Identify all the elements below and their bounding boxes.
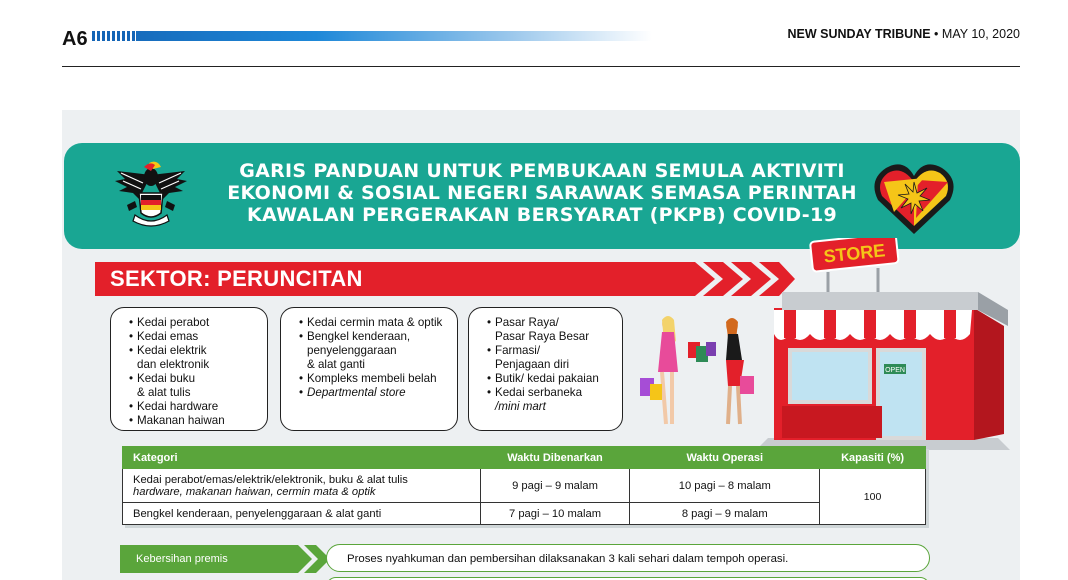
kategori-cell: Kedai perabot/emas/elektrik/elektronik, buku & alat tulis hardware, makanan haiwan, cermin mata & optik [123, 469, 481, 503]
sector-title: SEKTOR: PERUNCITAN [110, 266, 363, 291]
store-sign: STORE [822, 240, 887, 267]
waktu-dibenarkan-cell: 7 pagi – 10 malam [480, 503, 630, 525]
header-stripe-bar [92, 31, 652, 41]
banner-title-line: GARIS PANDUAN UNTUK PEMBUKAAN SEMULA AKTIVITI [239, 160, 845, 182]
list-item: • Kedai buku & alat tulis [129, 372, 257, 400]
column-header: Kategori [123, 447, 481, 469]
table-row [123, 469, 926, 503]
table-header-row [123, 447, 926, 469]
cleanliness-label: Kebersihan premis [136, 553, 228, 565]
masthead [787, 27, 1020, 41]
list-item: • Kedai hardware [129, 400, 257, 414]
waktu-operasi-cell: 10 pagi – 8 malam [630, 469, 820, 503]
sarawak-heart-flag-icon [872, 160, 956, 236]
cleanliness-text: Proses nyahkuman dan pembersihan dilaksanakan 3 kali sehari dalam tempoh operasi. [326, 544, 930, 572]
publication-name: NEW SUNDAY TRIBUNE [787, 27, 931, 41]
publication-date: MAY 10, 2020 [941, 27, 1020, 41]
column-header: Waktu Operasi [630, 447, 820, 469]
list-item: • Kedai serbaneka /mini mart [487, 386, 612, 414]
store-illustration [748, 238, 1018, 450]
column-header: Kapasiti (%) [820, 447, 926, 469]
banner-title-line: EKONOMI & SOSIAL NEGERI SARAWAK SEMASA PERINTAH [227, 182, 857, 204]
kategori-cell: Bengkel kenderaan, penyelenggaraan & alat ganti [123, 503, 481, 525]
column-header: Waktu Dibenarkan [480, 447, 630, 469]
list-item: • Farmasi/ Penjagaan diri [487, 344, 612, 372]
list-item: • Kedai emas [129, 330, 257, 344]
waktu-dibenarkan-cell: 9 pagi – 9 malam [480, 469, 630, 503]
list-item: • Bengkel kenderaan, penyelenggaraan & alat ganti [299, 330, 447, 372]
list-item: • Departmental store [299, 386, 447, 400]
operating-hours-table [122, 446, 926, 525]
list-item: • Pasar Raya/ Pasar Raya Besar [487, 316, 612, 344]
open-sign: OPEN [885, 367, 905, 374]
list-item: • Kedai perabot [129, 316, 257, 330]
table-row [123, 503, 926, 525]
header-rule [62, 66, 1020, 67]
list-item: • Butik/ kedai pakaian [487, 372, 612, 386]
kapasiti-cell: 100 [820, 469, 926, 525]
page-number: A6 [62, 28, 88, 50]
masthead-separator: • [934, 27, 939, 41]
category-box [110, 307, 268, 431]
banner-title-line: KAWALAN PERGERAKAN BERSYARAT (PKPB) COVID-19 [247, 204, 837, 226]
waktu-operasi-cell: 8 pagi – 9 malam [630, 503, 820, 525]
list-item: • Makanan haiwan [129, 414, 257, 428]
shopping-women-illustration [632, 312, 762, 430]
list-item: • Kedai elektrik dan elektronik [129, 344, 257, 372]
banner-title [214, 160, 870, 226]
list-item: • Kedai cermin mata & optik [299, 316, 447, 330]
sarawak-coat-of-arms-icon [113, 155, 189, 229]
category-box [468, 307, 623, 431]
list-item: • Kompleks membeli belah [299, 372, 447, 386]
category-box [280, 307, 458, 431]
